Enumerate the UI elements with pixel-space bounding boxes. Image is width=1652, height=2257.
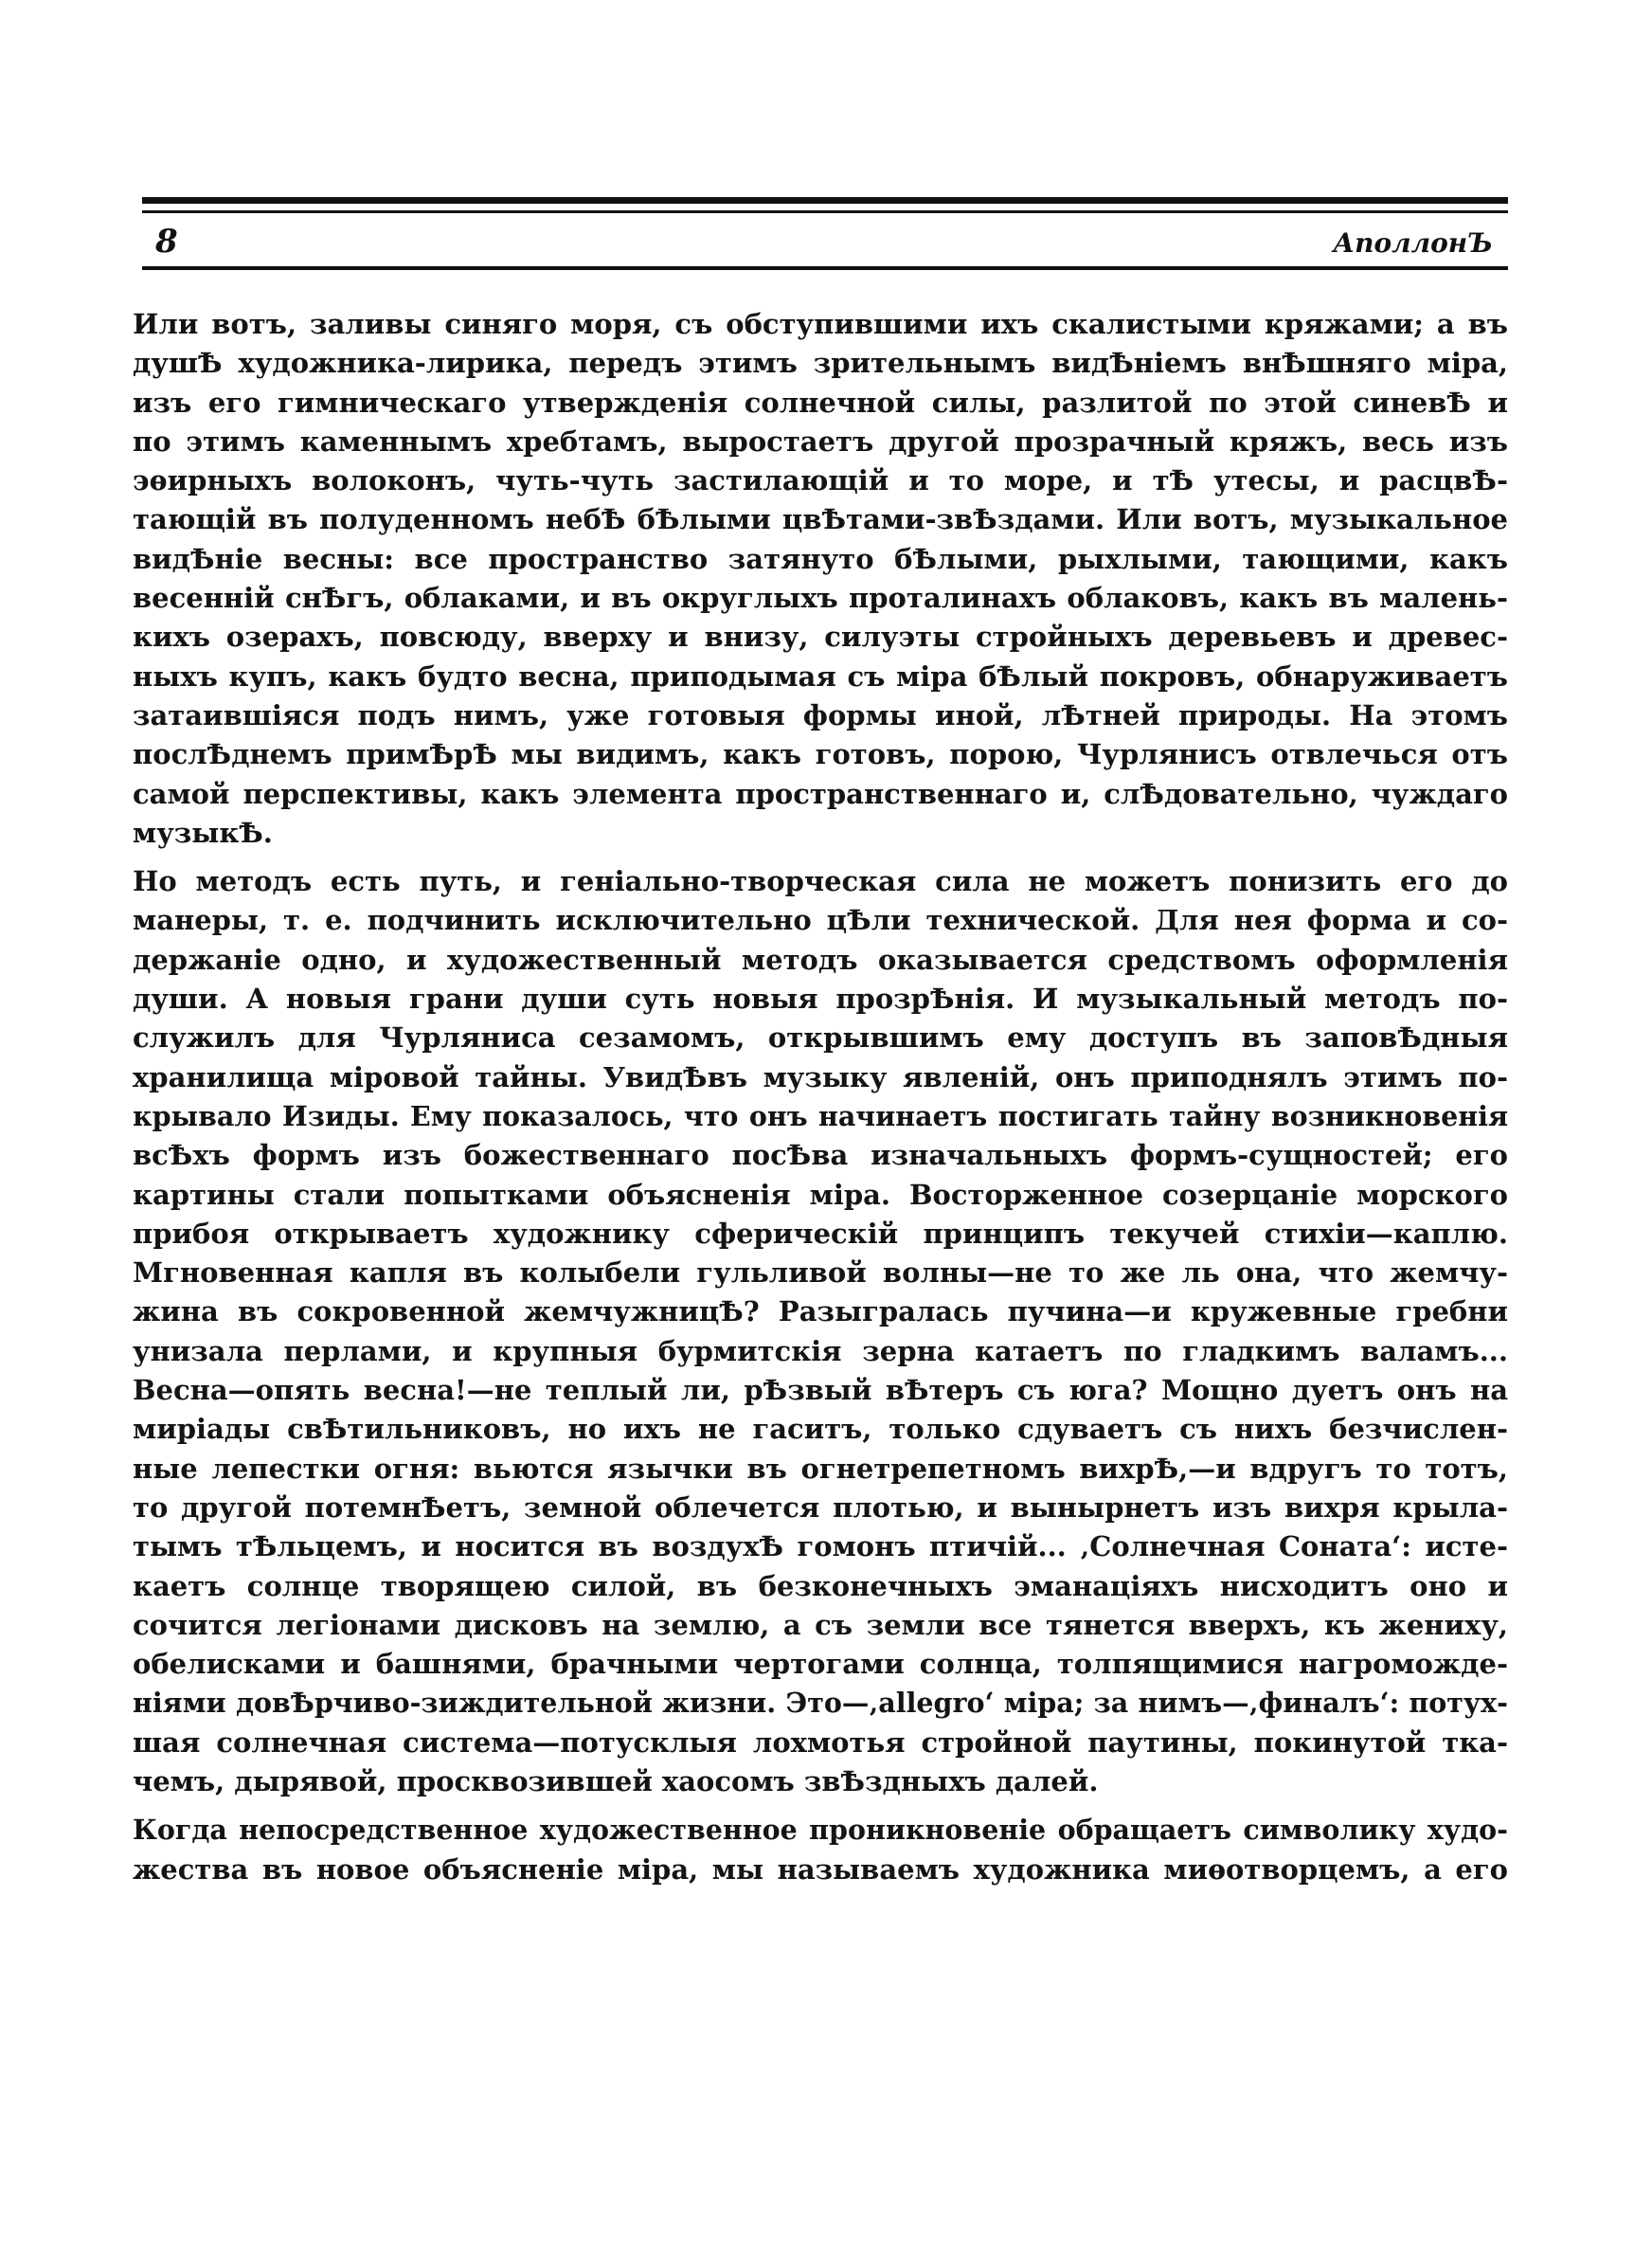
text-line: Или вотъ, заливы синяго моря, съ обступившими ихъ скалистыми кряжами; а въ bbox=[133, 308, 1508, 340]
text-line: тающій въ полуденномъ небѢ бѢлыми цвѢтами-звѢздами. Или вотъ, музыкальное bbox=[133, 503, 1508, 536]
page-number: 8 bbox=[155, 223, 178, 261]
text-line: держаніе одно, и художественный методъ оказывается средствомъ оформленія bbox=[133, 943, 1508, 976]
text-line: картины стали попытками объясненія міра. Восторженное созерцаніе морского bbox=[133, 1178, 1508, 1211]
text-line: эѳирныхъ волоконъ, чуть-чуть застилающій и то море, и тѢ утесы, и расцвѢ- bbox=[133, 464, 1508, 497]
paragraph-1 bbox=[133, 305, 1508, 853]
text-line: самой перспективы, какъ элемента пространственнаго и, слѢдовательно, чуждаго bbox=[133, 777, 1508, 810]
text-line: затаившіяся подъ нимъ, уже готовыя формы иной, лѢтней природы. На этомъ bbox=[133, 698, 1508, 731]
text-line: шая солнечная система—потусклыя лохмотья стройной паутины, покинутой тка- bbox=[133, 1725, 1508, 1759]
text-line: жина въ сокровенной жемчужницѢ? Разыгралась пучина—и кружевные гребни bbox=[133, 1295, 1508, 1328]
text-line: сочится легіонами дисковъ на землю, а съ земли все тянется вверхъ, къ жениху, bbox=[133, 1608, 1508, 1641]
text-line: души. А новыя грани души суть новыя прозрѢнія. И музыкальный методъ по- bbox=[133, 983, 1508, 1016]
text-line: ные лепестки огня: вьются язычки въ огнетрепетномъ вихрѢ,—и вдругъ то тотъ, bbox=[133, 1452, 1508, 1485]
text-line: ныхъ купъ, какъ будто весна, приподымая съ міра бѢлый покровъ, обнаруживаетъ bbox=[133, 659, 1508, 693]
text-line: Но методъ есть путь, и геніально-творческая сила не можетъ понизить его до bbox=[133, 865, 1508, 898]
text-line: всѢхъ формъ изъ божественнаго посѢва изначальныхъ формъ-сущностей; его bbox=[133, 1139, 1508, 1172]
header-rule-thin bbox=[142, 210, 1508, 213]
text-line: чемъ, дырявой, просквозившей хаосомъ звѢздныхъ далей. bbox=[133, 1764, 1099, 1797]
text-line: по этимъ каменнымъ хребтамъ, выростаетъ другой прозрачный кряжъ, весь изъ bbox=[133, 424, 1508, 458]
header-rule-under bbox=[142, 266, 1508, 270]
text-line: душѢ художника-лирика, передъ этимъ зрительнымъ видѢніемъ внѢшняго міра, bbox=[133, 347, 1508, 380]
text-line: служилъ для Чурлянисa сезамомъ, открывшимъ ему доступъ въ заповѢдныя bbox=[133, 1021, 1508, 1055]
text-line: кихъ озерахъ, повсюду, вверху и внизу, силуэты стройныхъ деревьевъ и древес- bbox=[133, 621, 1508, 654]
text-line: Мгновенная капля въ колыбели гульливой волны—не то же ль она, что жемчу- bbox=[133, 1256, 1508, 1290]
text-line: тымъ тѢльцемъ, и носится въ воздухѢ гомонъ птичій... ‚Солнечная Соната‘: исте- bbox=[133, 1530, 1508, 1563]
text-line: видѢніе весны: все пространство затянуто бѢлыми, рыхлыми, тающими, какъ bbox=[133, 542, 1508, 575]
text-line: Весна—опять весна!—не теплый ли, рѢзвый вѢтеръ съ юга? Мощно дуетъ онъ на bbox=[133, 1374, 1508, 1407]
text-line: жества въ новое объясненіе міра, мы называемъ художника миѳотворцемъ, а его bbox=[133, 1852, 1508, 1886]
text-line: прибоя открываетъ художнику сферическій принципъ текучей стихіи—каплю. bbox=[133, 1217, 1508, 1250]
text-line: Когда непосредственное художественное проникновеніе обращаетъ символику худо- bbox=[133, 1814, 1508, 1847]
text-line: послѢднемъ примѢрѢ мы видимъ, какъ готовъ, порою, Чурлянисъ отвлечься отъ bbox=[133, 738, 1508, 771]
text-line: весенній снѢгъ, облаками, и въ округлыхъ проталинахъ облаковъ, какъ въ малень- bbox=[133, 582, 1508, 615]
text-line: унизала перлами, и крупныя бурмитскія зерна катаетъ по гладкимъ валамъ... bbox=[133, 1334, 1508, 1367]
text-line: миріады свѢтильниковъ, но ихъ не гаситъ, только сдуваетъ съ нихъ безчислен- bbox=[133, 1413, 1508, 1446]
text-line: то другой потемнѢетъ, земной облечется плотью, и вынырнетъ изъ вихря крыла- bbox=[133, 1490, 1508, 1524]
paragraph-3 bbox=[133, 1811, 1508, 1889]
running-head bbox=[142, 220, 1508, 262]
text-line: манеры, т. е. подчинить исключительно цѢли технической. Для нея форма и со- bbox=[133, 904, 1508, 937]
text-line: крывало Изиды. Ему показалось, что онъ начинаетъ постигать тайну возникновенія bbox=[133, 1099, 1508, 1132]
paragraph-gap bbox=[133, 853, 1508, 862]
paragraph-2 bbox=[133, 862, 1508, 1801]
text-line: хранилища міровой тайны. УвидѢвъ музыку явленій, онъ приподнялъ этимъ по- bbox=[133, 1060, 1508, 1093]
paragraph-gap bbox=[133, 1801, 1508, 1811]
body-text bbox=[133, 305, 1508, 1889]
text-line: музыкѢ. bbox=[133, 816, 273, 849]
text-line: ніями довѢрчиво-зиждительной жизни. Это—‚allegro‘ міра; за нимъ—‚финалъ‘: потух- bbox=[133, 1687, 1508, 1720]
text-line: каетъ солнце творящею силой, въ безконечныхъ эманаціяхъ нисходитъ оно и bbox=[133, 1569, 1508, 1602]
text-line: изъ его гимническаго утвержденія солнечной силы, разлитой по этой синевѢ и bbox=[133, 386, 1508, 419]
text-line: обелисками и башнями, брачными чертогами солнца, толпящимися нагроможде- bbox=[133, 1648, 1508, 1681]
journal-title: АполлонЪ bbox=[1333, 227, 1493, 259]
header-rule-thick bbox=[142, 197, 1508, 204]
